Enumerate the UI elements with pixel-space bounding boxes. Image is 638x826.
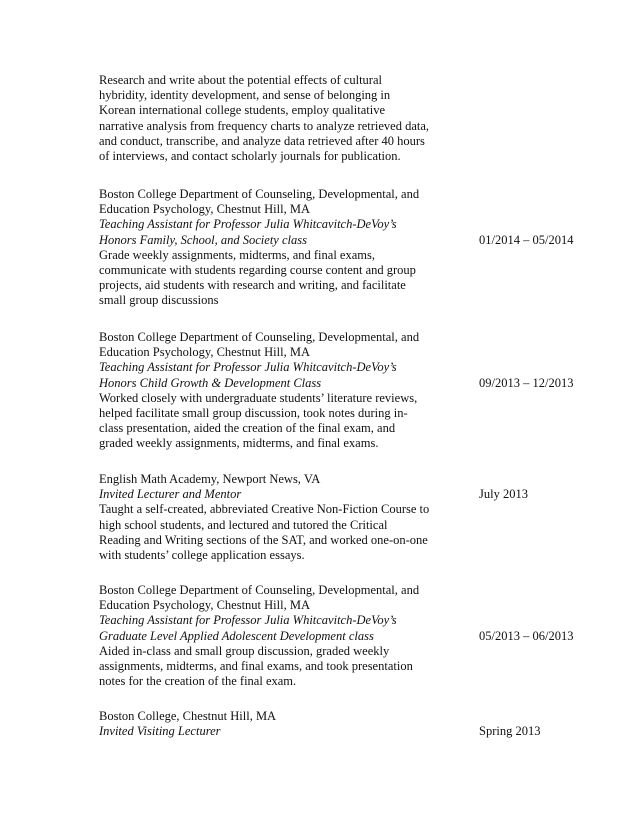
entry-date: Spring 2013	[479, 724, 541, 738]
intro-line: hybridity, identity development, and sense of belonging in	[99, 88, 391, 103]
intro-line: of interviews, and contact scholarly journals for publication.	[99, 148, 401, 163]
entry-description: with students’ college application essays.	[99, 547, 305, 562]
experience-entry	[99, 472, 439, 563]
entry-description: Worked closely with undergraduate students’ literature reviews,	[99, 390, 418, 405]
entry-description: class presentation, aided the creation of the final exam, and	[99, 421, 396, 436]
entry-role: Graduate Level Applied Adolescent Development class	[99, 628, 374, 643]
entry-role: Teaching Assistant for Professor Julia Whitcavitch-DeVoy’s	[99, 217, 397, 232]
entry-role: Teaching Assistant for Professor Julia Whitcavitch-DeVoy’s	[99, 360, 397, 375]
experience-entry	[99, 583, 439, 689]
entry-role: Honors Child Growth & Development Class	[99, 375, 322, 390]
entry-role: Honors Family, School, and Society class	[99, 232, 307, 247]
entry-organization: Education Psychology, Chestnut Hill, MA	[99, 345, 310, 360]
entry-description: small group discussions	[99, 293, 219, 308]
entry-organization: Education Psychology, Chestnut Hill, MA	[99, 202, 310, 217]
entry-description: Taught a self-created, abbreviated Creative Non-Fiction Course to	[99, 502, 430, 517]
entry-role: Invited Lecturer and Mentor	[99, 487, 242, 502]
entry-description: Grade weekly assignments, midterms, and final exams,	[99, 247, 375, 262]
entry-description: Aided in-class and small group discussion, graded weekly	[99, 643, 390, 658]
entry-organization: Education Psychology, Chestnut Hill, MA	[99, 598, 310, 613]
entry-organization: Boston College Department of Counseling, Developmental, and	[99, 187, 420, 201]
entry-description: high school students, and lectured and tutored the Critical	[99, 517, 388, 532]
intro-line: Research and write about the potential effects of cultural	[99, 73, 382, 87]
entry-date: 05/2013 – 06/2013	[479, 629, 574, 643]
entry-role: Teaching Assistant for Professor Julia Whitcavitch-DeVoy’s	[99, 613, 397, 628]
entry-description: assignments, midterms, and final exams, and took presentation	[99, 658, 413, 673]
entry-description: notes for the creation of the final exam.	[99, 674, 297, 689]
entry-date: July 2013	[479, 487, 528, 501]
entry-date: 01/2014 – 05/2014	[479, 233, 574, 247]
intro-paragraph	[99, 73, 439, 164]
experience-entry	[99, 709, 439, 739]
intro-line: Korean international college students, employ qualitative	[99, 103, 386, 118]
entry-organization: Boston College Department of Counseling, Developmental, and	[99, 330, 420, 344]
entry-description: communicate with students regarding course content and group	[99, 262, 416, 277]
entry-organization: Boston College, Chestnut Hill, MA	[99, 709, 277, 723]
experience-entry	[99, 330, 439, 452]
entry-role: Invited Visiting Lecturer	[99, 724, 221, 739]
entry-description: helped facilitate small group discussion, took notes during in-	[99, 405, 408, 420]
entry-organization: English Math Academy, Newport News, VA	[99, 472, 321, 486]
intro-line: and conduct, transcribe, and analyze data retrieved after 40 hours	[99, 133, 425, 148]
entry-description: projects, aid students with research and writing, and facilitate	[99, 278, 406, 293]
intro-line: narrative analysis from frequency charts to analyze retrieved data,	[99, 118, 430, 133]
entry-description: graded weekly assignments, midterms, and final exams.	[99, 436, 379, 451]
experience-entry	[99, 187, 439, 309]
entry-description: Reading and Writing sections of the SAT, and worked one-on-one	[99, 532, 428, 547]
entry-organization: Boston College Department of Counseling, Developmental, and	[99, 583, 420, 597]
entry-date: 09/2013 – 12/2013	[479, 376, 574, 390]
